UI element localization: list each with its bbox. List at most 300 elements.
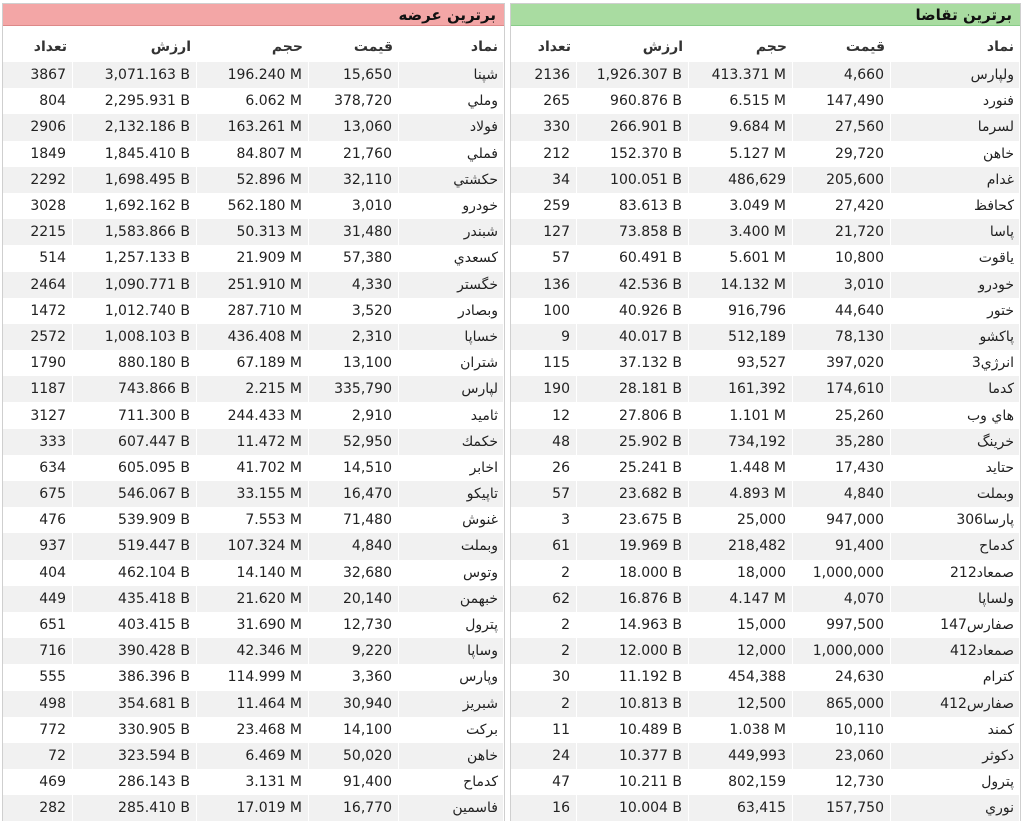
cell-value: 11.192 B bbox=[577, 664, 689, 690]
table-row[interactable] bbox=[3, 193, 504, 219]
cell-value: 1,698.495 B bbox=[73, 167, 197, 193]
table-row[interactable] bbox=[3, 350, 504, 376]
cell-count: 804 bbox=[3, 88, 73, 114]
table-row[interactable] bbox=[511, 272, 1020, 298]
column-header-value[interactable]: ارزش bbox=[150, 38, 191, 55]
cell-volume: 42.346 M bbox=[197, 638, 309, 664]
top-offer-title: برترین عرضه bbox=[3, 4, 504, 26]
table-row[interactable] bbox=[3, 324, 504, 350]
cell-price: 4,840 bbox=[793, 481, 891, 507]
cell-symbol[interactable]: لسرما bbox=[891, 114, 1020, 140]
table-row[interactable] bbox=[3, 62, 504, 88]
cell-count: 2464 bbox=[3, 272, 73, 298]
cell-symbol[interactable]: پترول bbox=[891, 769, 1020, 795]
table-row[interactable] bbox=[3, 455, 504, 481]
cell-volume: 23.468 M bbox=[197, 717, 309, 743]
cell-price: 3,520 bbox=[309, 298, 399, 324]
cell-symbol[interactable]: اخابر bbox=[399, 455, 504, 481]
cell-symbol[interactable]: وپارس bbox=[399, 664, 504, 690]
cell-count: 651 bbox=[3, 612, 73, 638]
cell-symbol[interactable]: كدماح bbox=[399, 769, 504, 795]
cell-value: 2,295.931 B bbox=[73, 88, 197, 114]
table-row[interactable] bbox=[3, 376, 504, 402]
cell-volume: 21.620 M bbox=[197, 586, 309, 612]
cell-value: 605.095 B bbox=[73, 455, 197, 481]
cell-price: 997,500 bbox=[793, 612, 891, 638]
cell-value: 960.876 B bbox=[577, 88, 689, 114]
table-row[interactable] bbox=[3, 141, 504, 167]
cell-count: 675 bbox=[3, 481, 73, 507]
table-row[interactable] bbox=[511, 193, 1020, 219]
cell-price: 2,910 bbox=[309, 402, 399, 428]
cell-symbol[interactable]: كحافظ bbox=[891, 193, 1020, 219]
table-row[interactable] bbox=[511, 429, 1020, 455]
cell-value: 27.806 B bbox=[577, 402, 689, 428]
cell-value: 19.969 B bbox=[577, 533, 689, 559]
table-row[interactable] bbox=[3, 298, 504, 324]
table-row[interactable] bbox=[511, 376, 1020, 402]
cell-volume: 5.601 M bbox=[689, 245, 793, 271]
cell-symbol[interactable]: لپارس bbox=[399, 376, 504, 402]
cell-symbol[interactable]: خودرو bbox=[891, 272, 1020, 298]
cell-volume: 3.400 M bbox=[689, 219, 793, 245]
cell-count: 190 bbox=[511, 376, 577, 402]
cell-value: 3,071.163 B bbox=[73, 62, 197, 88]
cell-volume: 287.710 M bbox=[197, 298, 309, 324]
cell-count: 333 bbox=[3, 429, 73, 455]
cell-price: 21,760 bbox=[309, 141, 399, 167]
cell-value: 546.067 B bbox=[73, 481, 197, 507]
cell-symbol[interactable]: فولاد bbox=[399, 114, 504, 140]
table-row[interactable] bbox=[511, 481, 1020, 507]
cell-volume: 449,993 bbox=[689, 743, 793, 769]
table-row[interactable] bbox=[511, 141, 1020, 167]
cell-volume: 436.408 M bbox=[197, 324, 309, 350]
cell-value: 25.902 B bbox=[577, 429, 689, 455]
table-row[interactable] bbox=[511, 612, 1020, 638]
cell-value: 10.489 B bbox=[577, 717, 689, 743]
cell-volume: 802,159 bbox=[689, 769, 793, 795]
cell-symbol[interactable]: هاي وب bbox=[891, 402, 1020, 428]
cell-volume: 454,388 bbox=[689, 664, 793, 690]
cell-symbol[interactable]: فاسمين bbox=[399, 795, 504, 821]
top-offer-table bbox=[3, 31, 504, 821]
table-row[interactable] bbox=[511, 586, 1020, 612]
table-row[interactable] bbox=[511, 245, 1020, 271]
column-header-count[interactable]: تعداد bbox=[537, 38, 571, 55]
cell-count: 634 bbox=[3, 455, 73, 481]
table-row[interactable] bbox=[3, 664, 504, 690]
table-row[interactable] bbox=[3, 795, 504, 821]
cell-price: 52,950 bbox=[309, 429, 399, 455]
cell-value: 16.876 B bbox=[577, 586, 689, 612]
cell-volume: 163.261 M bbox=[197, 114, 309, 140]
cell-price: 947,000 bbox=[793, 507, 891, 533]
cell-value: 25.241 B bbox=[577, 455, 689, 481]
cell-symbol[interactable]: صمعاد412 bbox=[891, 638, 1020, 664]
table-row[interactable] bbox=[511, 114, 1020, 140]
cell-count: 282 bbox=[3, 795, 73, 821]
cell-volume: 52.896 M bbox=[197, 167, 309, 193]
cell-value: 14.963 B bbox=[577, 612, 689, 638]
cell-price: 14,510 bbox=[309, 455, 399, 481]
cell-price: 27,560 bbox=[793, 114, 891, 140]
cell-count: 26 bbox=[511, 455, 577, 481]
cell-count: 716 bbox=[3, 638, 73, 664]
cell-value: 10.211 B bbox=[577, 769, 689, 795]
cell-volume: 17.019 M bbox=[197, 795, 309, 821]
cell-value: 1,845.410 B bbox=[73, 141, 197, 167]
cell-volume: 6.062 M bbox=[197, 88, 309, 114]
cell-price: 335,790 bbox=[309, 376, 399, 402]
table-row[interactable] bbox=[3, 219, 504, 245]
table-row[interactable] bbox=[511, 62, 1020, 88]
cell-symbol[interactable]: كترام bbox=[891, 664, 1020, 690]
cell-value: 354.681 B bbox=[73, 691, 197, 717]
table-row[interactable] bbox=[3, 245, 504, 271]
cell-count: 1790 bbox=[3, 350, 73, 376]
cell-count: 498 bbox=[3, 691, 73, 717]
cell-price: 13,060 bbox=[309, 114, 399, 140]
cell-symbol[interactable]: ولپارس bbox=[891, 62, 1020, 88]
cell-price: 12,730 bbox=[309, 612, 399, 638]
cell-count: 1849 bbox=[3, 141, 73, 167]
table-row[interactable] bbox=[511, 455, 1020, 481]
cell-price: 16,770 bbox=[309, 795, 399, 821]
cell-value: 37.132 B bbox=[577, 350, 689, 376]
cell-price: 31,480 bbox=[309, 219, 399, 245]
cell-symbol[interactable]: غنوش bbox=[399, 507, 504, 533]
cell-count: 449 bbox=[3, 586, 73, 612]
cell-symbol[interactable]: شپنا bbox=[399, 62, 504, 88]
cell-symbol[interactable]: صمعاد212 bbox=[891, 560, 1020, 586]
column-header-symbol[interactable]: نماد bbox=[986, 38, 1014, 55]
table-row[interactable] bbox=[3, 114, 504, 140]
cell-symbol[interactable]: وملي bbox=[399, 88, 504, 114]
cell-price: 397,020 bbox=[793, 350, 891, 376]
cell-count: 30 bbox=[511, 664, 577, 690]
cell-count: 57 bbox=[511, 245, 577, 271]
cell-count: 34 bbox=[511, 167, 577, 193]
cell-count: 514 bbox=[3, 245, 73, 271]
cell-symbol[interactable]: ياقوت bbox=[891, 245, 1020, 271]
cell-price: 174,610 bbox=[793, 376, 891, 402]
cell-volume: 6.515 M bbox=[689, 88, 793, 114]
table-row[interactable] bbox=[3, 272, 504, 298]
cell-symbol[interactable]: پترول bbox=[399, 612, 504, 638]
cell-symbol[interactable]: كمند bbox=[891, 717, 1020, 743]
cell-symbol[interactable]: ختور bbox=[891, 298, 1020, 324]
cell-volume: 33.155 M bbox=[197, 481, 309, 507]
cell-price: 157,750 bbox=[793, 795, 891, 821]
cell-symbol[interactable]: خودرو bbox=[399, 193, 504, 219]
table-row[interactable] bbox=[511, 219, 1020, 245]
table-row[interactable] bbox=[511, 88, 1020, 114]
table-row[interactable] bbox=[3, 88, 504, 114]
cell-price: 35,280 bbox=[793, 429, 891, 455]
cell-count: 47 bbox=[511, 769, 577, 795]
cell-count: 3 bbox=[511, 507, 577, 533]
cell-price: 57,380 bbox=[309, 245, 399, 271]
cell-volume: 21.909 M bbox=[197, 245, 309, 271]
cell-value: 42.536 B bbox=[577, 272, 689, 298]
cell-volume: 67.189 M bbox=[197, 350, 309, 376]
cell-symbol[interactable]: خبهمن bbox=[399, 586, 504, 612]
cell-value: 1,012.740 B bbox=[73, 298, 197, 324]
cell-price: 147,490 bbox=[793, 88, 891, 114]
table-row[interactable] bbox=[3, 612, 504, 638]
table-row[interactable] bbox=[3, 717, 504, 743]
cell-symbol[interactable]: كدماح bbox=[891, 533, 1020, 559]
cell-symbol[interactable]: ثاميد bbox=[399, 402, 504, 428]
cell-symbol[interactable]: پاسا bbox=[891, 219, 1020, 245]
cell-count: 16 bbox=[511, 795, 577, 821]
cell-count: 1472 bbox=[3, 298, 73, 324]
cell-count: 12 bbox=[511, 402, 577, 428]
cell-price: 15,650 bbox=[309, 62, 399, 88]
table-row[interactable] bbox=[3, 560, 504, 586]
cell-price: 865,000 bbox=[793, 691, 891, 717]
cell-value: 880.180 B bbox=[73, 350, 197, 376]
table-row[interactable] bbox=[511, 560, 1020, 586]
table-row[interactable] bbox=[3, 691, 504, 717]
cell-count: 2906 bbox=[3, 114, 73, 140]
cell-symbol[interactable]: وساپا bbox=[399, 638, 504, 664]
cell-value: 10.813 B bbox=[577, 691, 689, 717]
cell-symbol[interactable]: فملي bbox=[399, 141, 504, 167]
cell-value: 2,132.186 B bbox=[73, 114, 197, 140]
cell-symbol[interactable]: شبريز bbox=[399, 691, 504, 717]
cell-count: 2136 bbox=[511, 62, 577, 88]
cell-symbol[interactable]: بركت bbox=[399, 717, 504, 743]
cell-symbol[interactable]: وبملت bbox=[891, 481, 1020, 507]
cell-value: 743.866 B bbox=[73, 376, 197, 402]
table-header-row bbox=[3, 31, 504, 62]
cell-volume: 734,192 bbox=[689, 429, 793, 455]
cell-value: 18.000 B bbox=[577, 560, 689, 586]
table-row[interactable] bbox=[511, 691, 1020, 717]
cell-price: 44,640 bbox=[793, 298, 891, 324]
column-header-value[interactable]: ارزش bbox=[642, 38, 683, 55]
cell-value: 711.300 B bbox=[73, 402, 197, 428]
cell-volume: 1.448 M bbox=[689, 455, 793, 481]
table-header-row bbox=[511, 31, 1020, 62]
cell-symbol[interactable]: وبملت bbox=[399, 533, 504, 559]
cell-symbol[interactable]: شتران bbox=[399, 350, 504, 376]
cell-value: 286.143 B bbox=[73, 769, 197, 795]
table-row[interactable] bbox=[3, 167, 504, 193]
table-row[interactable] bbox=[3, 429, 504, 455]
cell-price: 91,400 bbox=[309, 769, 399, 795]
cell-value: 60.491 B bbox=[577, 245, 689, 271]
cell-price: 2,310 bbox=[309, 324, 399, 350]
cell-symbol[interactable]: تاپيكو bbox=[399, 481, 504, 507]
table-row[interactable] bbox=[3, 481, 504, 507]
column-header-price[interactable]: قیمت bbox=[353, 38, 393, 55]
table-row[interactable] bbox=[3, 507, 504, 533]
table-row[interactable] bbox=[3, 743, 504, 769]
cell-count: 555 bbox=[3, 664, 73, 690]
cell-value: 285.410 B bbox=[73, 795, 197, 821]
cell-count: 3127 bbox=[3, 402, 73, 428]
cell-volume: 512,189 bbox=[689, 324, 793, 350]
cell-volume: 84.807 M bbox=[197, 141, 309, 167]
cell-symbol[interactable]: غدام bbox=[891, 167, 1020, 193]
table-row[interactable] bbox=[511, 507, 1020, 533]
cell-count: 136 bbox=[511, 272, 577, 298]
column-header-symbol[interactable]: نماد bbox=[470, 38, 498, 55]
cell-price: 16,470 bbox=[309, 481, 399, 507]
top-demand-table bbox=[511, 31, 1020, 821]
cell-volume: 7.553 M bbox=[197, 507, 309, 533]
cell-volume: 413.371 M bbox=[689, 62, 793, 88]
cell-price: 4,070 bbox=[793, 586, 891, 612]
cell-volume: 14.132 M bbox=[689, 272, 793, 298]
cell-symbol[interactable]: وبصادر bbox=[399, 298, 504, 324]
column-header-volume[interactable]: حجم bbox=[755, 38, 787, 55]
cell-value: 40.926 B bbox=[577, 298, 689, 324]
cell-count: 937 bbox=[3, 533, 73, 559]
cell-symbol[interactable]: وتوس bbox=[399, 560, 504, 586]
cell-symbol[interactable]: خكمك bbox=[399, 429, 504, 455]
cell-price: 1,000,000 bbox=[793, 560, 891, 586]
table-row[interactable] bbox=[3, 638, 504, 664]
cell-price: 3,360 bbox=[309, 664, 399, 690]
cell-symbol[interactable]: شبندر bbox=[399, 219, 504, 245]
cell-price: 32,680 bbox=[309, 560, 399, 586]
cell-price: 30,940 bbox=[309, 691, 399, 717]
table-row[interactable] bbox=[511, 533, 1020, 559]
cell-count: 100 bbox=[511, 298, 577, 324]
cell-price: 14,100 bbox=[309, 717, 399, 743]
cell-value: 1,583.866 B bbox=[73, 219, 197, 245]
cell-volume: 14.140 M bbox=[197, 560, 309, 586]
cell-value: 519.447 B bbox=[73, 533, 197, 559]
cell-symbol[interactable]: حكشتي bbox=[399, 167, 504, 193]
cell-price: 24,630 bbox=[793, 664, 891, 690]
table-row[interactable] bbox=[3, 769, 504, 795]
cell-count: 2 bbox=[511, 638, 577, 664]
cell-value: 330.905 B bbox=[73, 717, 197, 743]
cell-volume: 9.684 M bbox=[689, 114, 793, 140]
cell-symbol[interactable]: پاكشو bbox=[891, 324, 1020, 350]
cell-value: 152.370 B bbox=[577, 141, 689, 167]
cell-volume: 218,482 bbox=[689, 533, 793, 559]
cell-price: 3,010 bbox=[309, 193, 399, 219]
table-row[interactable] bbox=[511, 638, 1020, 664]
cell-value: 386.396 B bbox=[73, 664, 197, 690]
cell-symbol[interactable]: ولساپا bbox=[891, 586, 1020, 612]
cell-symbol[interactable]: نوري bbox=[891, 795, 1020, 821]
table-row[interactable] bbox=[511, 402, 1020, 428]
cell-value: 73.858 B bbox=[577, 219, 689, 245]
table-row[interactable] bbox=[511, 167, 1020, 193]
cell-price: 50,020 bbox=[309, 743, 399, 769]
table-row[interactable] bbox=[511, 350, 1020, 376]
cell-price: 25,260 bbox=[793, 402, 891, 428]
table-row[interactable] bbox=[3, 533, 504, 559]
cell-value: 435.418 B bbox=[73, 586, 197, 612]
cell-value: 1,008.103 B bbox=[73, 324, 197, 350]
table-row[interactable] bbox=[511, 769, 1020, 795]
cell-count: 9 bbox=[511, 324, 577, 350]
column-header-price[interactable]: قیمت bbox=[845, 38, 885, 55]
cell-price: 21,720 bbox=[793, 219, 891, 245]
cell-value: 10.004 B bbox=[577, 795, 689, 821]
column-header-volume[interactable]: حجم bbox=[271, 38, 303, 55]
cell-count: 259 bbox=[511, 193, 577, 219]
cell-symbol[interactable]: خاهن bbox=[891, 141, 1020, 167]
cell-volume: 196.240 M bbox=[197, 62, 309, 88]
cell-value: 1,692.162 B bbox=[73, 193, 197, 219]
cell-value: 83.613 B bbox=[577, 193, 689, 219]
cell-symbol[interactable]: خاهن bbox=[399, 743, 504, 769]
table-row[interactable] bbox=[3, 402, 504, 428]
cell-volume: 562.180 M bbox=[197, 193, 309, 219]
cell-symbol[interactable]: خرينگ bbox=[891, 429, 1020, 455]
cell-value: 323.594 B bbox=[73, 743, 197, 769]
cell-count: 330 bbox=[511, 114, 577, 140]
cell-value: 390.428 B bbox=[73, 638, 197, 664]
table-row[interactable] bbox=[511, 795, 1020, 821]
cell-count: 265 bbox=[511, 88, 577, 114]
cell-volume: 50.313 M bbox=[197, 219, 309, 245]
cell-volume: 107.324 M bbox=[197, 533, 309, 559]
cell-symbol[interactable]: كسعدي bbox=[399, 245, 504, 271]
table-row[interactable] bbox=[511, 717, 1020, 743]
cell-count: 2215 bbox=[3, 219, 73, 245]
cell-price: 13,100 bbox=[309, 350, 399, 376]
cell-count: 11 bbox=[511, 717, 577, 743]
cell-volume: 2.215 M bbox=[197, 376, 309, 402]
cell-symbol[interactable]: صفارس147 bbox=[891, 612, 1020, 638]
cell-volume: 486,629 bbox=[689, 167, 793, 193]
cell-symbol[interactable]: فنورد bbox=[891, 88, 1020, 114]
cell-price: 78,130 bbox=[793, 324, 891, 350]
cell-symbol[interactable]: حتايد bbox=[891, 455, 1020, 481]
cell-volume: 25,000 bbox=[689, 507, 793, 533]
cell-symbol[interactable]: خساپا bbox=[399, 324, 504, 350]
cell-price: 205,600 bbox=[793, 167, 891, 193]
table-row[interactable] bbox=[511, 664, 1020, 690]
column-header-count[interactable]: تعداد bbox=[33, 38, 67, 55]
cell-value: 607.447 B bbox=[73, 429, 197, 455]
top-demand-panel bbox=[510, 3, 1021, 821]
cell-symbol[interactable]: انرژي3 bbox=[891, 350, 1020, 376]
table-row[interactable] bbox=[3, 586, 504, 612]
cell-symbol[interactable]: دكوثر bbox=[891, 743, 1020, 769]
cell-price: 29,720 bbox=[793, 141, 891, 167]
cell-price: 1,000,000 bbox=[793, 638, 891, 664]
cell-symbol[interactable]: خگستر bbox=[399, 272, 504, 298]
cell-value: 403.415 B bbox=[73, 612, 197, 638]
cell-count: 476 bbox=[3, 507, 73, 533]
cell-symbol[interactable]: صفارس412 bbox=[891, 691, 1020, 717]
cell-value: 100.051 B bbox=[577, 167, 689, 193]
table-row[interactable] bbox=[511, 324, 1020, 350]
cell-volume: 12,000 bbox=[689, 638, 793, 664]
cell-symbol[interactable]: پارسا306 bbox=[891, 507, 1020, 533]
cell-value: 266.901 B bbox=[577, 114, 689, 140]
cell-volume: 161,392 bbox=[689, 376, 793, 402]
table-row[interactable] bbox=[511, 298, 1020, 324]
cell-price: 20,140 bbox=[309, 586, 399, 612]
cell-volume: 11.464 M bbox=[197, 691, 309, 717]
cell-price: 12,730 bbox=[793, 769, 891, 795]
cell-symbol[interactable]: كدما bbox=[891, 376, 1020, 402]
table-row[interactable] bbox=[511, 743, 1020, 769]
cell-price: 91,400 bbox=[793, 533, 891, 559]
